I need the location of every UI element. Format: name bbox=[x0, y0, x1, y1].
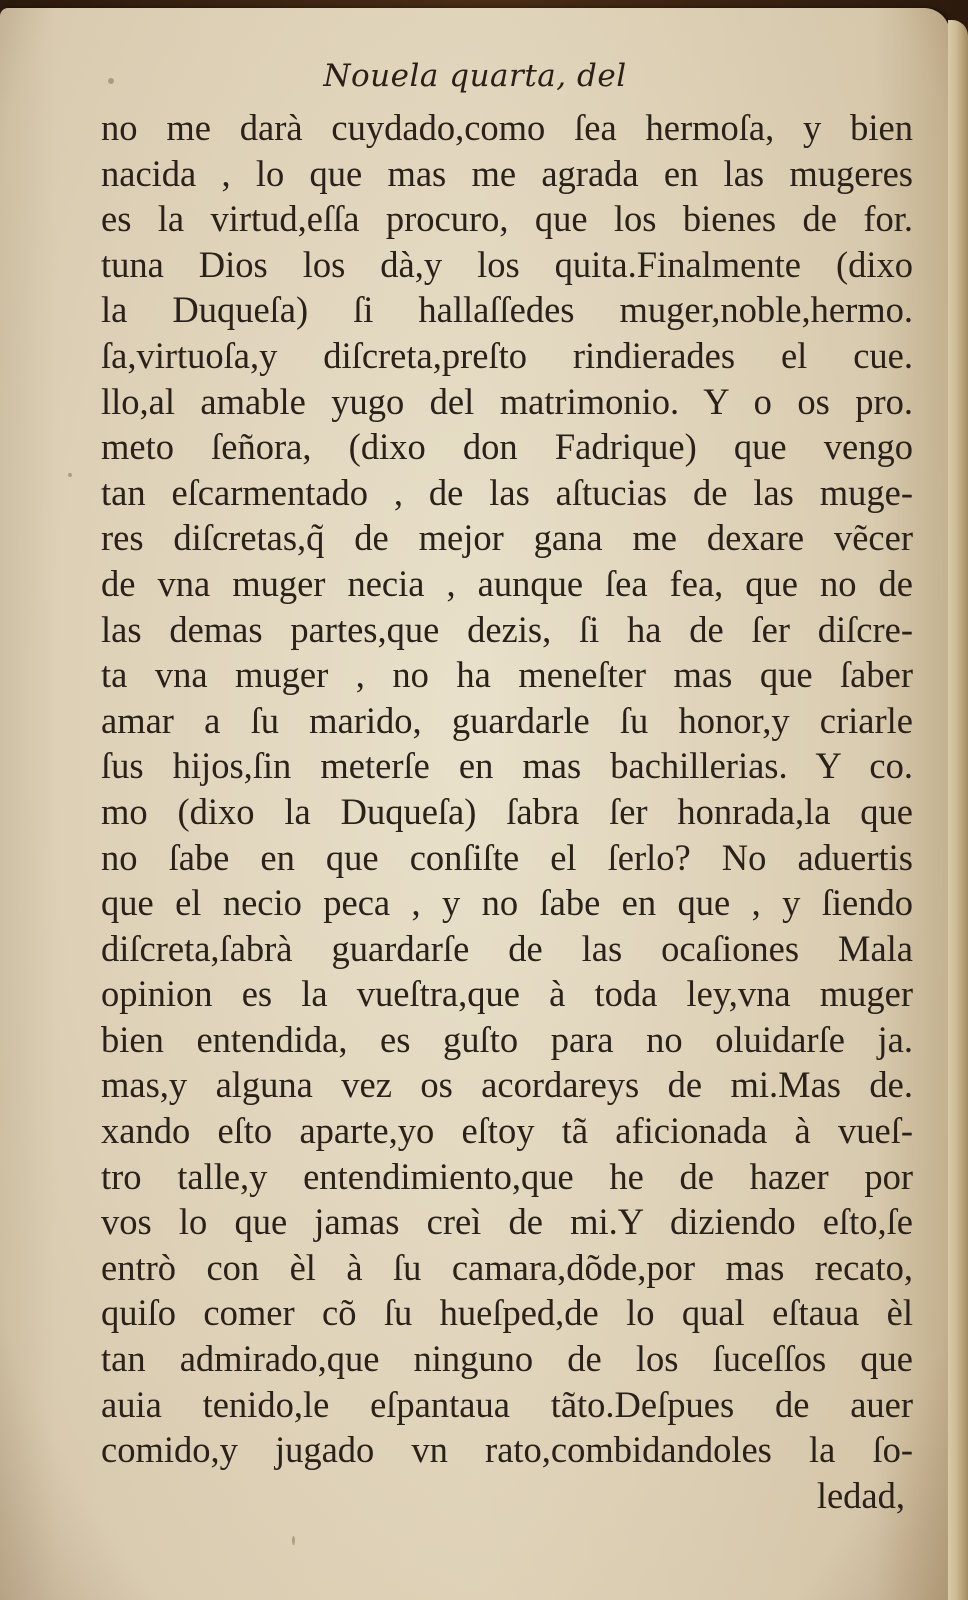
text-line: ſus hijos,ſin meterſe en mas bachillerias. Y co. bbox=[101, 745, 913, 787]
text-line: ta vna muger , no ha meneſter mas que ſaber bbox=[101, 654, 913, 696]
text-line: las demas partes,que dezis, ſi ha de ſer diſcre- bbox=[101, 608, 913, 650]
text-line: amar a ſu marido, guardarle ſu honor,y criarle bbox=[101, 699, 913, 741]
text-line: que el necio peca , y no ſabe en que , y ſiendo bbox=[101, 882, 913, 924]
text-line: no ſabe en que conſiſte el ſerlo? No aduertis bbox=[101, 836, 913, 878]
text-line: diſcreta,ſabrà guardarſe de las ocaſiones Mala bbox=[101, 927, 913, 969]
text-line: vos lo que jamas creì de mi.Y diziendo eſto,ſe bbox=[101, 1201, 913, 1243]
text-line: opinion es la vueſtra,que à toda ley,vna muger bbox=[101, 973, 913, 1015]
text-line: de vna muger necia , aunque ſea fea, que no de bbox=[101, 562, 913, 604]
text-line: tan eſcarmentado , de las aſtucias de las muge- bbox=[101, 471, 913, 513]
ink-speck bbox=[108, 78, 114, 84]
text-line: tan admirado,que ninguno de los ſuceſſos que bbox=[101, 1338, 913, 1380]
text-line: entrò con èl à ſu camara,dõde,por mas recato, bbox=[101, 1246, 913, 1288]
running-head: Nouela quarta, del bbox=[323, 58, 627, 94]
text-line: tro talle,y entendimiento,que he de hazer por bbox=[101, 1155, 913, 1197]
text-line: no me darà cuydado,como ſea hermoſa, y bien bbox=[101, 107, 913, 148]
body-text bbox=[101, 105, 913, 1518]
text-line: llo,al amable yugo del matrimonio. Y o os pro. bbox=[101, 380, 913, 422]
ink-speck bbox=[292, 1536, 295, 1545]
text-line: es la virtud,eſſa procuro, que los bienes de for. bbox=[101, 198, 913, 240]
text-line: bien entendida, es guſto para no oluidarſe ja. bbox=[101, 1018, 913, 1060]
book-page bbox=[0, 8, 950, 1600]
text-line: xando eſto aparte,yo eſtoy tã aficionada à vueſ- bbox=[101, 1110, 913, 1152]
text-line: quiſo comer cõ ſu hueſped,de lo qual eſtaua èl bbox=[101, 1292, 913, 1334]
text-line: mas,y alguna vez os acordareys de mi.Mas de. bbox=[101, 1064, 913, 1106]
text-line: comido,y jugado vn rato,combidandoles la ſo- bbox=[101, 1429, 913, 1471]
text-line: tuna Dios los dà,y los quita.Finalmente (dixo bbox=[101, 243, 913, 285]
text-line: res diſcretas,q̃ de mejor gana me dexare vẽcer bbox=[101, 517, 913, 559]
text-line: mo (dixo la Duqueſa) ſabra ſer honrada,la que bbox=[101, 790, 913, 832]
catchword: ledad, bbox=[816, 1474, 905, 1516]
ink-speck bbox=[68, 473, 72, 477]
text-line: la Duqueſa) ſi hallaſſedes muger,noble,hermo. bbox=[101, 289, 913, 331]
text-line: ſa,virtuoſa,y diſcreta,preſto rindierades el cue. bbox=[101, 334, 913, 376]
text-line: meto ſeñora, (dixo don Fadrique) que vengo bbox=[101, 426, 913, 468]
text-line: auia tenido,le eſpantaua tãto.Deſpues de auer bbox=[101, 1383, 913, 1425]
text-line: nacida , lo que mas me agrada en las mugeres bbox=[101, 152, 913, 194]
page-fore-edge bbox=[948, 20, 968, 1600]
